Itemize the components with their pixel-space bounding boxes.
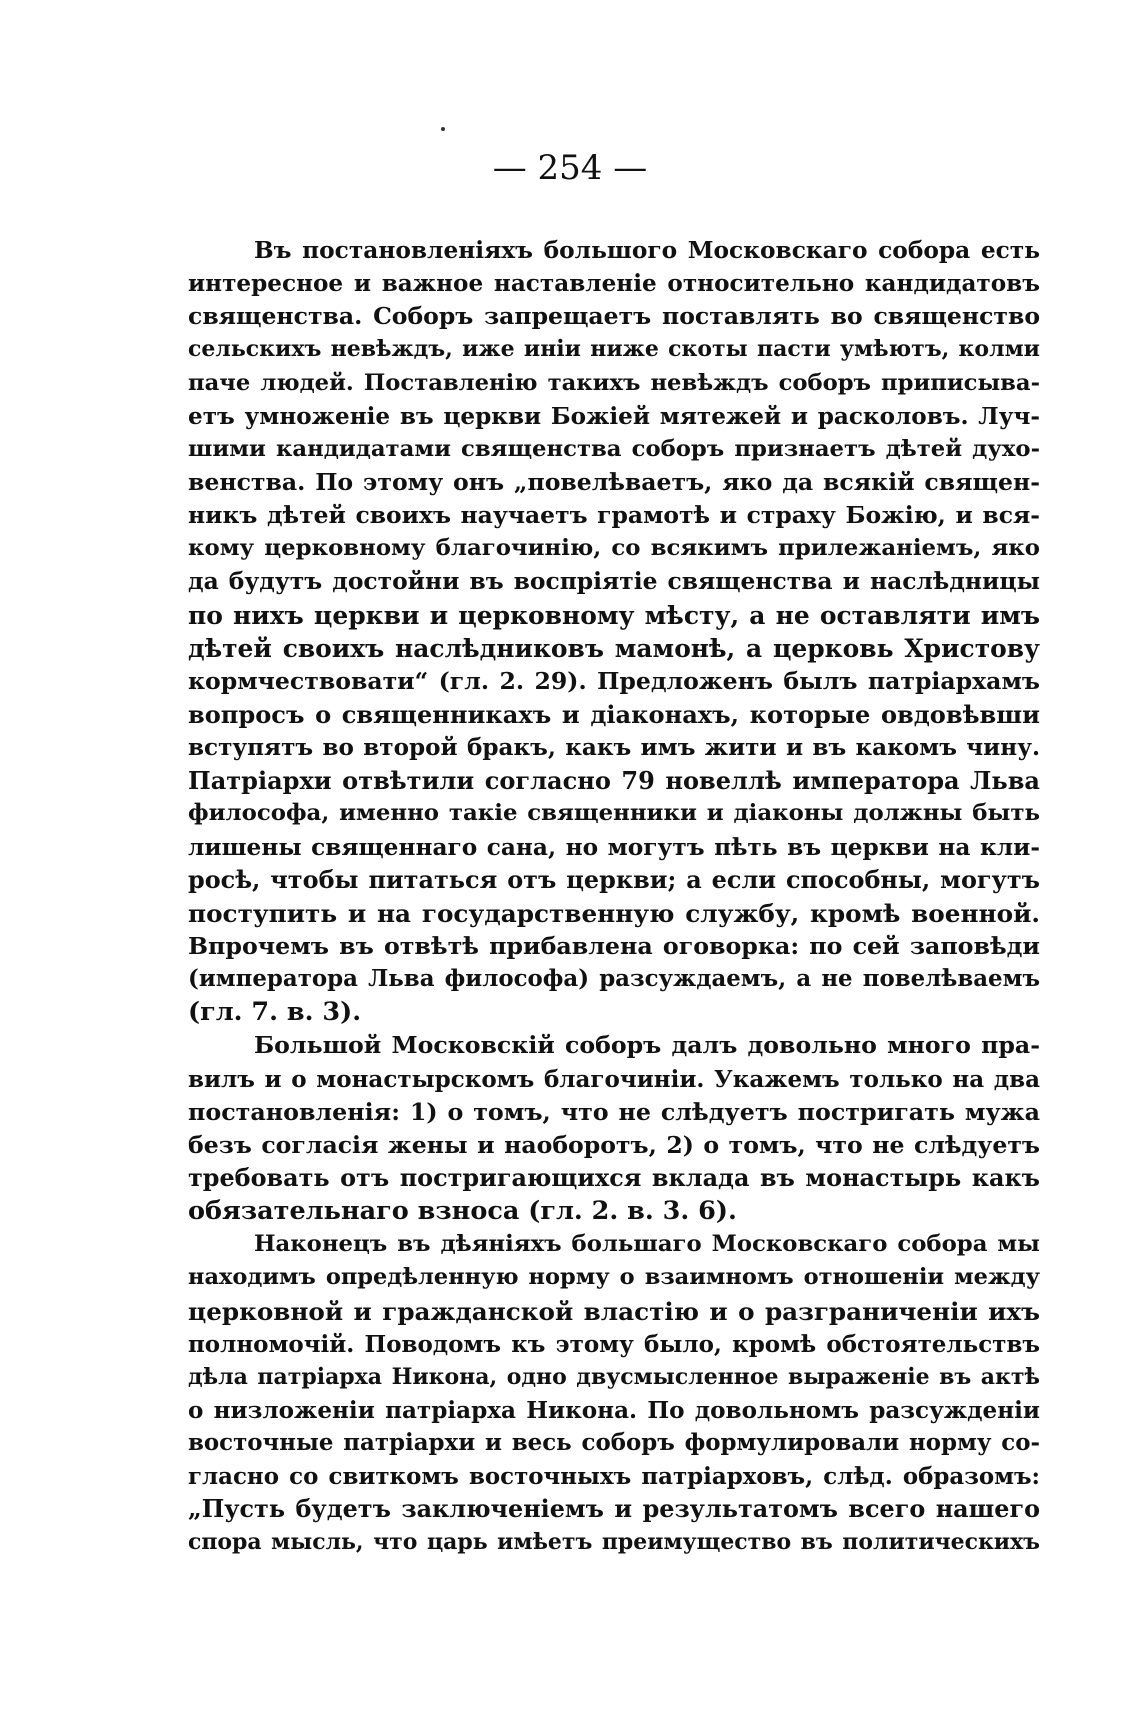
text-line: спора мысль, что царь имѣетъ преимущество въ политическихъ	[188, 1529, 1040, 1556]
text-line: поступить и на государственную службу, кромѣ военной.	[188, 898, 1040, 928]
text-line: требовать отъ постригающихся вклада въ монастырь какъ	[188, 1163, 1040, 1192]
text-line: восточные патріархи и весь соборъ формулировали норму со-	[188, 1430, 1040, 1457]
page-number: — 254 —	[492, 148, 648, 188]
text-line: да будутъ достойни въ воспріятіе священства и наслѣдницы	[188, 567, 1040, 596]
text-line: священства. Соборъ запрещаетъ поставлять во священство	[188, 302, 1040, 331]
text-line: постановленія: 1) о томъ, что не слѣдуетъ постригать мужа	[188, 1097, 1040, 1126]
text-line: паче людей. Поставленію такихъ невѣждъ соборъ приписыва-	[188, 369, 1040, 396]
text-line: Патріархи отвѣтили согласно 79 новеллѣ императора Льва	[188, 766, 1040, 796]
text-line: находимъ опредѣленную норму о взаимномъ отношеніи между	[188, 1264, 1040, 1291]
text-line: интересное и важное наставленіе относительно кандидатовъ	[188, 270, 1040, 298]
text-line: дѣла патріарха Никона, одно двусмысленное выраженіе въ актѣ	[188, 1363, 1040, 1390]
text-line: о низложеніи патріарха Никона. По довольномъ разсужденіи	[188, 1396, 1040, 1424]
text-line: церковной и гражданской властію и о разграниченіи ихъ	[188, 1296, 1040, 1326]
text-line: вилъ и о монастырскомъ благочиніи. Укажемъ только на два	[188, 1065, 1040, 1093]
text-line: безъ согласія жены и наоборотъ, 2) о томъ, что не слѣдуетъ	[188, 1130, 1040, 1159]
text-line: Большой Московскій соборъ далъ довольно много пра-	[254, 1031, 1040, 1060]
text-line: дѣтей своихъ наслѣдниковъ мамонѣ, а церковь Христову	[188, 633, 1040, 663]
text-line: (императора Льва философа) разсуждаемъ, а не повелѣваемъ	[188, 966, 1040, 993]
text-line: вопросъ о священникахъ и діаконахъ, которые овдовѣвши	[188, 699, 1040, 729]
text-line: росѣ, чтобы питаться отъ церкви; а если способны, могутъ	[188, 865, 1040, 894]
text-line: шими кандидатами священства соборъ признаетъ дѣтей духо-	[188, 435, 1040, 462]
text-line: обязательнаго взноса (гл. 2. в. 3. 6).	[188, 1196, 737, 1227]
text-line: полномочій. Поводомъ къ этому было, кромѣ обстоятельствъ	[188, 1330, 1040, 1358]
text-line: (гл. 7. в. 3).	[188, 997, 362, 1028]
text-line: кормчествовати“ (гл. 2. 29). Предложенъ былъ патріархамъ	[188, 666, 1040, 695]
text-line: етъ умноженіе въ церкви Божіей мятежей и расколовъ. Луч-	[188, 402, 1040, 430]
body-text	[188, 234, 1040, 1560]
text-line: Въ постановленіяхъ большого Московскаго собора есть	[254, 237, 1040, 264]
text-line: Наконецъ въ дѣяніяхъ большаго Московскаго собора мы	[254, 1231, 1040, 1258]
text-line: лишены священнаго сана, но могутъ пѣть въ церкви на кли-	[188, 833, 1040, 861]
text-line: Впрочемъ въ отвѣтѣ прибавлена оговорка: по сей заповѣди	[188, 931, 1040, 960]
text-line: никъ дѣтей своихъ научаетъ грамотѣ и страху Божію, и вся-	[188, 501, 1040, 530]
text-line: венства. По этому онъ „повелѣваетъ, яко да всякій священ-	[188, 467, 1040, 496]
text-line: кому церковному благочинію, со всякимъ прилежаніемъ, яко	[188, 535, 1040, 562]
text-line: сельскихъ невѣждъ, иже иніи ниже скоты пасти умѣютъ, колми	[188, 336, 1040, 363]
text-line: философа, именно такіе священники и діаконы должны быть	[188, 800, 1040, 827]
ink-speck	[441, 127, 445, 131]
text-line: гласно со свиткомъ восточныхъ патріарховъ, слѣд. образомъ:	[188, 1463, 1040, 1491]
text-line: по нихъ церкви и церковному мѣсту, а не оставляти имъ	[188, 600, 1040, 630]
text-line: вступятъ во второй бракъ, какъ имъ жити и въ какомъ чину.	[188, 734, 1040, 762]
text-line: „Пусть будетъ заключеніемъ и результатомъ всего нашего	[188, 1495, 1040, 1524]
